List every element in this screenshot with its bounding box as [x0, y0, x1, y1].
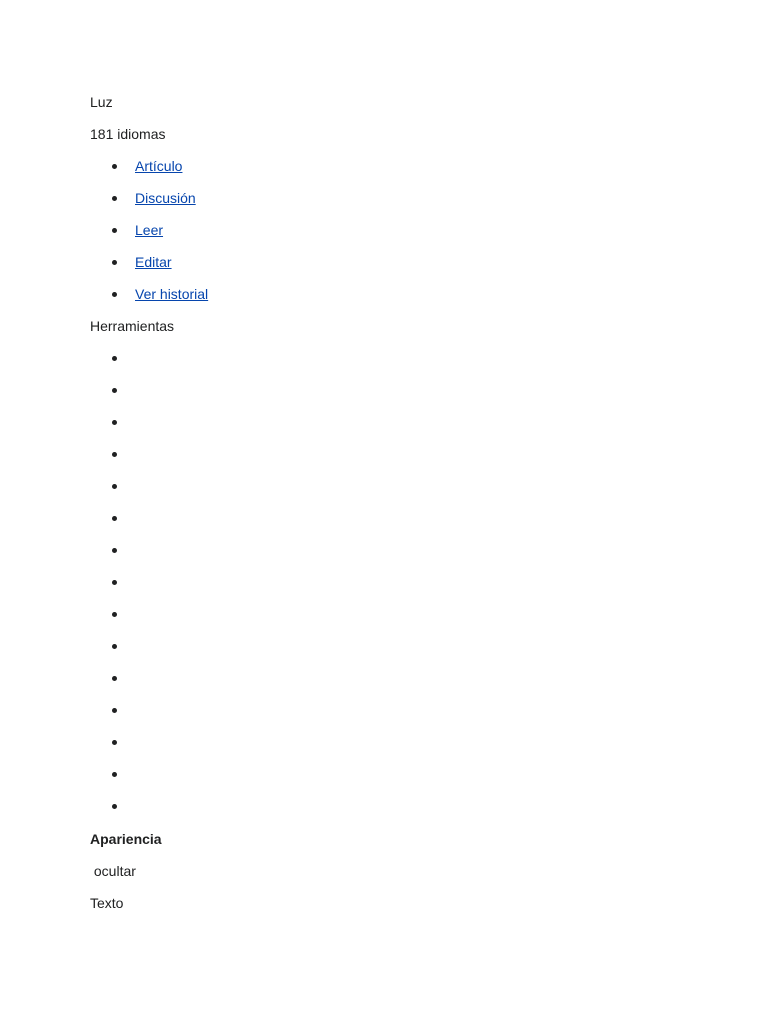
nav-item-article [112, 157, 182, 175]
tools-list-item[interactable] [112, 573, 117, 591]
tools-list-item[interactable] [112, 381, 117, 399]
bullet-icon [112, 452, 117, 457]
bullet-icon [112, 516, 117, 521]
nav-item-edit [112, 253, 172, 271]
nav-item-history [112, 285, 208, 303]
tools-list-item[interactable] [112, 701, 117, 719]
bullet-icon [112, 740, 117, 745]
bullet-icon [112, 420, 117, 425]
bullet-icon [112, 612, 117, 617]
tools-list-item[interactable] [112, 445, 117, 463]
tools-menu-label[interactable]: Herramientas [90, 318, 175, 334]
article-link[interactable]: Artículo [135, 158, 183, 174]
tools-list-item[interactable] [112, 797, 117, 815]
view-history-link[interactable]: Ver historial [135, 286, 209, 302]
nav-item-read [112, 221, 163, 239]
bullet-icon [112, 580, 117, 585]
bullet-icon [112, 644, 117, 649]
bullet-icon [112, 548, 117, 553]
languages-button[interactable]: 181 idiomas [90, 126, 166, 142]
tools-list-item[interactable] [112, 509, 117, 527]
page-title: Luz [90, 94, 113, 110]
bullet-icon [112, 196, 117, 201]
tools-list-item[interactable] [112, 669, 117, 687]
tools-list-item[interactable] [112, 413, 117, 431]
bullet-icon [112, 772, 117, 777]
appearance-heading: Apariencia [90, 831, 162, 847]
tools-list-item[interactable] [112, 605, 117, 623]
bullet-icon [112, 804, 117, 809]
tools-list-item[interactable] [112, 477, 117, 495]
bullet-icon [112, 388, 117, 393]
edit-link[interactable]: Editar [135, 254, 172, 270]
bullet-icon [112, 708, 117, 713]
tools-list-item[interactable] [112, 733, 117, 751]
tools-list-item[interactable] [112, 765, 117, 783]
bullet-icon [112, 228, 117, 233]
hide-appearance-button[interactable]: ocultar [90, 863, 136, 879]
bullet-icon [112, 676, 117, 681]
bullet-icon [112, 484, 117, 489]
nav-item-discussion [112, 189, 196, 207]
read-link[interactable]: Leer [135, 222, 164, 238]
bullet-icon [112, 260, 117, 265]
tools-list-item[interactable] [112, 637, 117, 655]
tools-list-item[interactable] [112, 349, 117, 367]
bullet-icon [112, 164, 117, 169]
bullet-icon [112, 356, 117, 361]
discussion-link[interactable]: Discusión [135, 190, 196, 206]
text-setting-label: Texto [90, 895, 124, 911]
tools-list-item[interactable] [112, 541, 117, 559]
bullet-icon [112, 292, 117, 297]
